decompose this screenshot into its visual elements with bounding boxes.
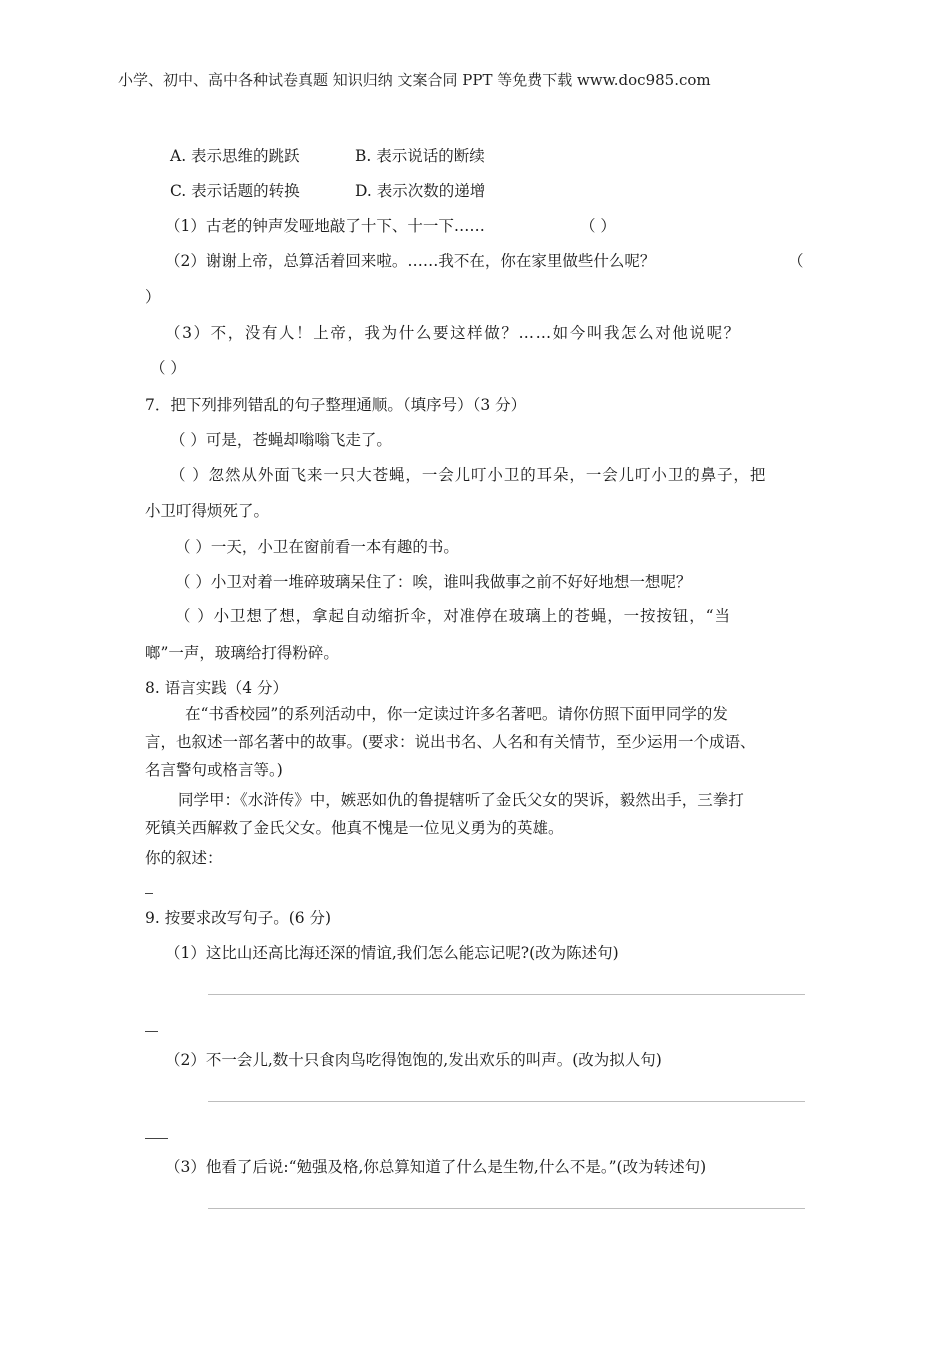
- q8-title: 8. 语言实践（4 分）: [145, 679, 289, 697]
- q8-instruction-line-2: 言，也叙述一部名著中的故事。(要求：说出书名、人名和有关情节，至少运用一个成语、: [145, 733, 756, 751]
- q9-sentence-2: （2）不一会儿,数十只食肉鸟吃得饱饱的,发出欢乐的叫声。(改为拟人句): [165, 1051, 662, 1069]
- q9-sentence-3: （3）他看了后说:“勉强及格,你总算知道了什么是生物,什么不是。”(改为转述句): [165, 1158, 707, 1176]
- q9-sentence-1: （1）这比山还高比海还深的情谊,我们怎么能忘记呢?(改为陈述句): [165, 944, 619, 962]
- q8-instruction-line-3: 名言警句或格言等。): [145, 761, 283, 779]
- q6-item-3-answer-paren[interactable]: （ ）: [150, 359, 186, 377]
- q8-answer-line[interactable]: [145, 893, 153, 894]
- q7-title: 7．把下列排列错乱的句子整理通顺。（填序号）（3 分）: [145, 396, 527, 414]
- option-c: C. 表示话题的转换: [170, 182, 300, 200]
- q9-answer-line-2[interactable]: [208, 1101, 805, 1102]
- q8-example-line-1: 同学甲：《水浒传》中，嫉恶如仇的鲁提辖听了金氏父女的哭诉，毅然出手，三拳打: [178, 791, 744, 809]
- q6-item-3: （3）不，没有人！上帝，我为什么要这样做？……如今叫我怎么对他说呢？: [165, 324, 741, 342]
- q8-answer-label: 你的叙述：: [145, 849, 223, 867]
- q7-sentence-3: （ ）一天，小卫在窗前看一本有趣的书。: [175, 538, 459, 556]
- q6-item-1-answer-paren[interactable]: （ ）: [580, 217, 616, 235]
- q6-item-2-paren-close[interactable]: ）: [145, 288, 161, 306]
- q9-answer-line-3[interactable]: [208, 1208, 805, 1209]
- q7-sentence-2-cont: 小卫叮得烦死了。: [145, 502, 270, 520]
- q7-sentence-1: （ ）可是，苍蝇却嗡嗡飞走了。: [170, 431, 392, 449]
- option-d: D. 表示次数的递增: [355, 182, 486, 200]
- q9-title: 9. 按要求改写句子。(6 分): [145, 909, 332, 927]
- q6-item-2: （2）谢谢上帝，总算活着回来啦。……我不在，你在家里做些什么呢？: [165, 252, 656, 270]
- q7-sentence-2: （ ）忽然从外面飞来一只大苍蝇，一会儿叮小卫的耳朵，一会儿叮小卫的鼻子，把: [170, 466, 767, 484]
- q8-instruction-line-1: 在“书香校园”的系列活动中，你一定读过许多名著吧。请你仿照下面甲同学的发: [185, 705, 728, 723]
- q9-answer-line-2-tail: [145, 1138, 168, 1139]
- q9-answer-line-1[interactable]: [208, 994, 805, 995]
- q7-sentence-4: （ ）小卫对着一堆碎玻璃呆住了：唉，谁叫我做事之前不好好地想一想呢？: [175, 573, 692, 591]
- option-b: B. 表示说话的断续: [355, 147, 485, 165]
- option-a: A. 表示思维的跳跃: [170, 147, 300, 165]
- q6-item-1: （1）古老的钟声发哑地敲了十下、十一下……: [165, 217, 485, 235]
- page-header: 小学、初中、高中各种试卷真题 知识归纳 文案合同 PPT 等免费下载 www.doc985.com: [118, 71, 711, 89]
- q7-sentence-5: （ ）小卫想了想，拿起自动缩折伞，对准停在玻璃上的苍蝇，一按按钮，“当: [175, 607, 731, 625]
- q6-item-2-paren-open[interactable]: （: [788, 252, 804, 270]
- q8-example-line-2: 死镇关西解救了金氏父女。他真不愧是一位见义勇为的英雄。: [145, 819, 564, 837]
- q7-sentence-5-cont: 啷”一声，玻璃给打得粉碎。: [145, 644, 339, 662]
- q9-answer-line-1-tail: [145, 1031, 158, 1032]
